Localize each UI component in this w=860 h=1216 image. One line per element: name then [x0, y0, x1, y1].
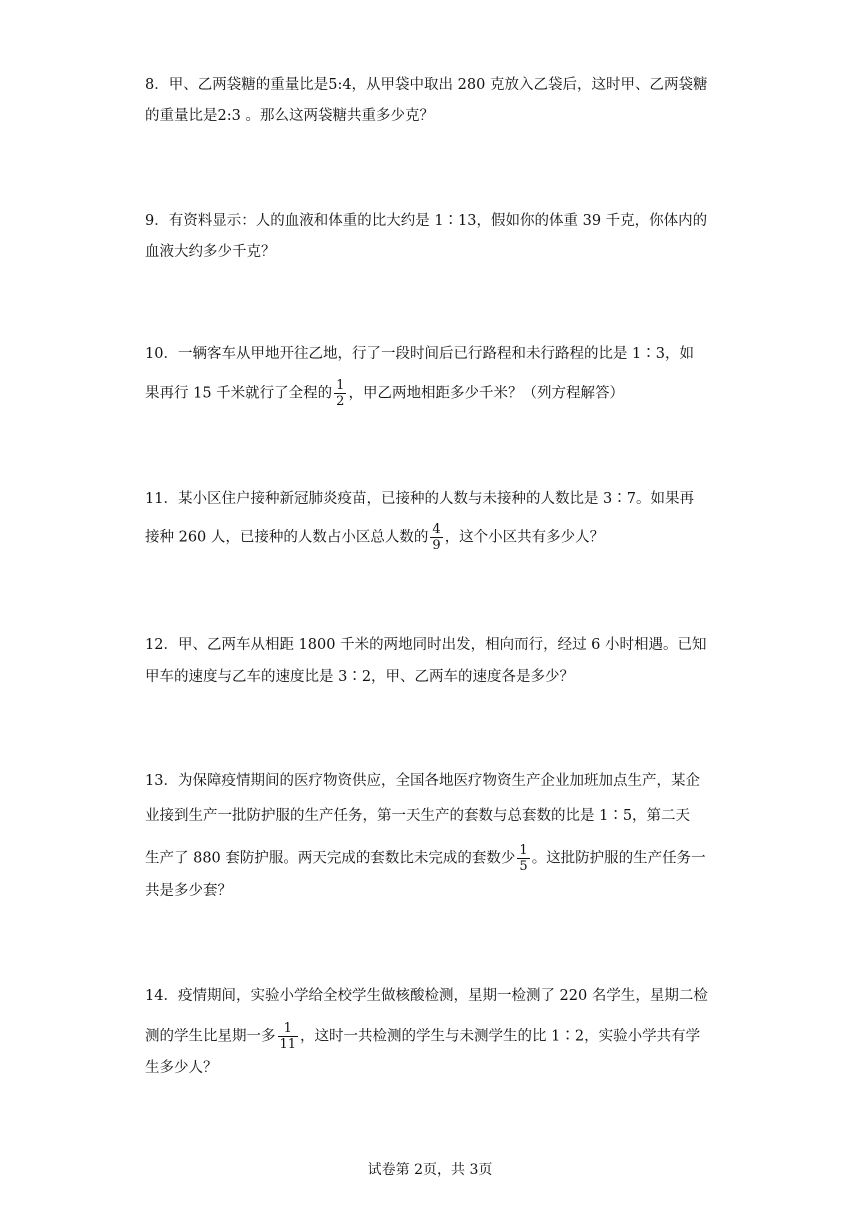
question-8-line-1: 8．甲、乙两袋糖的重量比是5:4，从甲袋中取出 280 克放入乙袋后，这时甲、乙两袋糖 — [145, 77, 708, 93]
question-11-line-1: 11．某小区住户接种新冠肺炎疫苗，已接种的人数与未接种的人数比是 3∶7。如果再 — [145, 491, 695, 507]
question-9-line-2: 血液大约多少千克？ — [145, 244, 276, 260]
question-9-line-1: 9．有资料显示：人的血液和体重的比大约是 1∶13，假如你的体重 39 千克，你体内的 — [145, 213, 708, 229]
fraction-one-half — [334, 378, 346, 409]
question-12-line-1: 12．甲、乙两车从相距 1800 千米的两地同时出发，相向而行，经过 6 小时相遇。已知 — [145, 637, 707, 653]
question-14-text-b: ，这时一共检测的学生与未测学生的比 1∶2，实验小学共有学 — [300, 1028, 701, 1045]
question-14-text-a: 测的学生比星期一多 — [145, 1028, 276, 1045]
fraction-one-eleventh — [278, 1021, 299, 1052]
question-11-line-2 — [145, 522, 604, 553]
question-13-line-2: 业接到生产一批防护服的生产任务，第一天生产的套数与总套数的比是 1∶5，第二天 — [145, 808, 691, 824]
fraction-denominator: 9 — [432, 538, 441, 553]
fraction-denominator: 5 — [519, 859, 528, 874]
question-13-line-3 — [145, 843, 706, 874]
fraction-numerator: 1 — [519, 843, 528, 858]
question-13-line-1: 13．为保障疫情期间的医疗物资供应，全国各地医疗物资生产企业加班加点生产，某企 — [145, 773, 700, 789]
question-11-text-a: 接种 260 人，已接种的人数占小区总人数的 — [145, 529, 429, 546]
question-10-line-1: 10．一辆客车从甲地开往乙地，行了一段时间后已行路程和未行路程的比是 1∶3，如 — [145, 346, 695, 362]
fraction-one-fifth — [517, 843, 529, 874]
question-14-line-3: 生多少人？ — [145, 1060, 218, 1076]
question-13-text-a: 生产了 880 套防护服。两天完成的套数比未完成的套数少 — [145, 850, 516, 867]
question-13-line-4: 共是多少套？ — [145, 883, 232, 899]
question-11-text-b: ，这个小区共有多少人？ — [444, 529, 605, 546]
fraction-denominator: 11 — [279, 1037, 297, 1052]
question-12-line-2: 甲车的速度与乙车的速度比是 3∶2，甲、乙两车的速度各是多少？ — [145, 669, 575, 685]
question-10-line-2 — [145, 378, 624, 409]
question-14-line-1: 14．疫情期间，实验小学给全校学生做核酸检测，星期一检测了 220 名学生，星期二检 — [145, 988, 708, 1004]
question-10-text-b: ，甲乙两地相距多少千米？（列方程解答） — [348, 385, 624, 402]
fraction-numerator: 1 — [336, 378, 345, 393]
question-13-text-b: 。这批防护服的生产任务一 — [531, 850, 706, 867]
question-14-line-2 — [145, 1021, 700, 1052]
page-footer: 试卷第 2页，共 3页 — [367, 1162, 493, 1178]
fraction-four-ninths — [430, 522, 442, 553]
fraction-denominator: 2 — [336, 394, 345, 409]
fraction-numerator: 1 — [278, 1021, 299, 1037]
question-8-line-2: 的重量比是2:3 。那么这两袋糖共重多少克？ — [145, 108, 434, 124]
question-10-text-a: 果再行 15 千米就行了全程的 — [145, 385, 333, 402]
fraction-numerator: 4 — [432, 522, 441, 537]
